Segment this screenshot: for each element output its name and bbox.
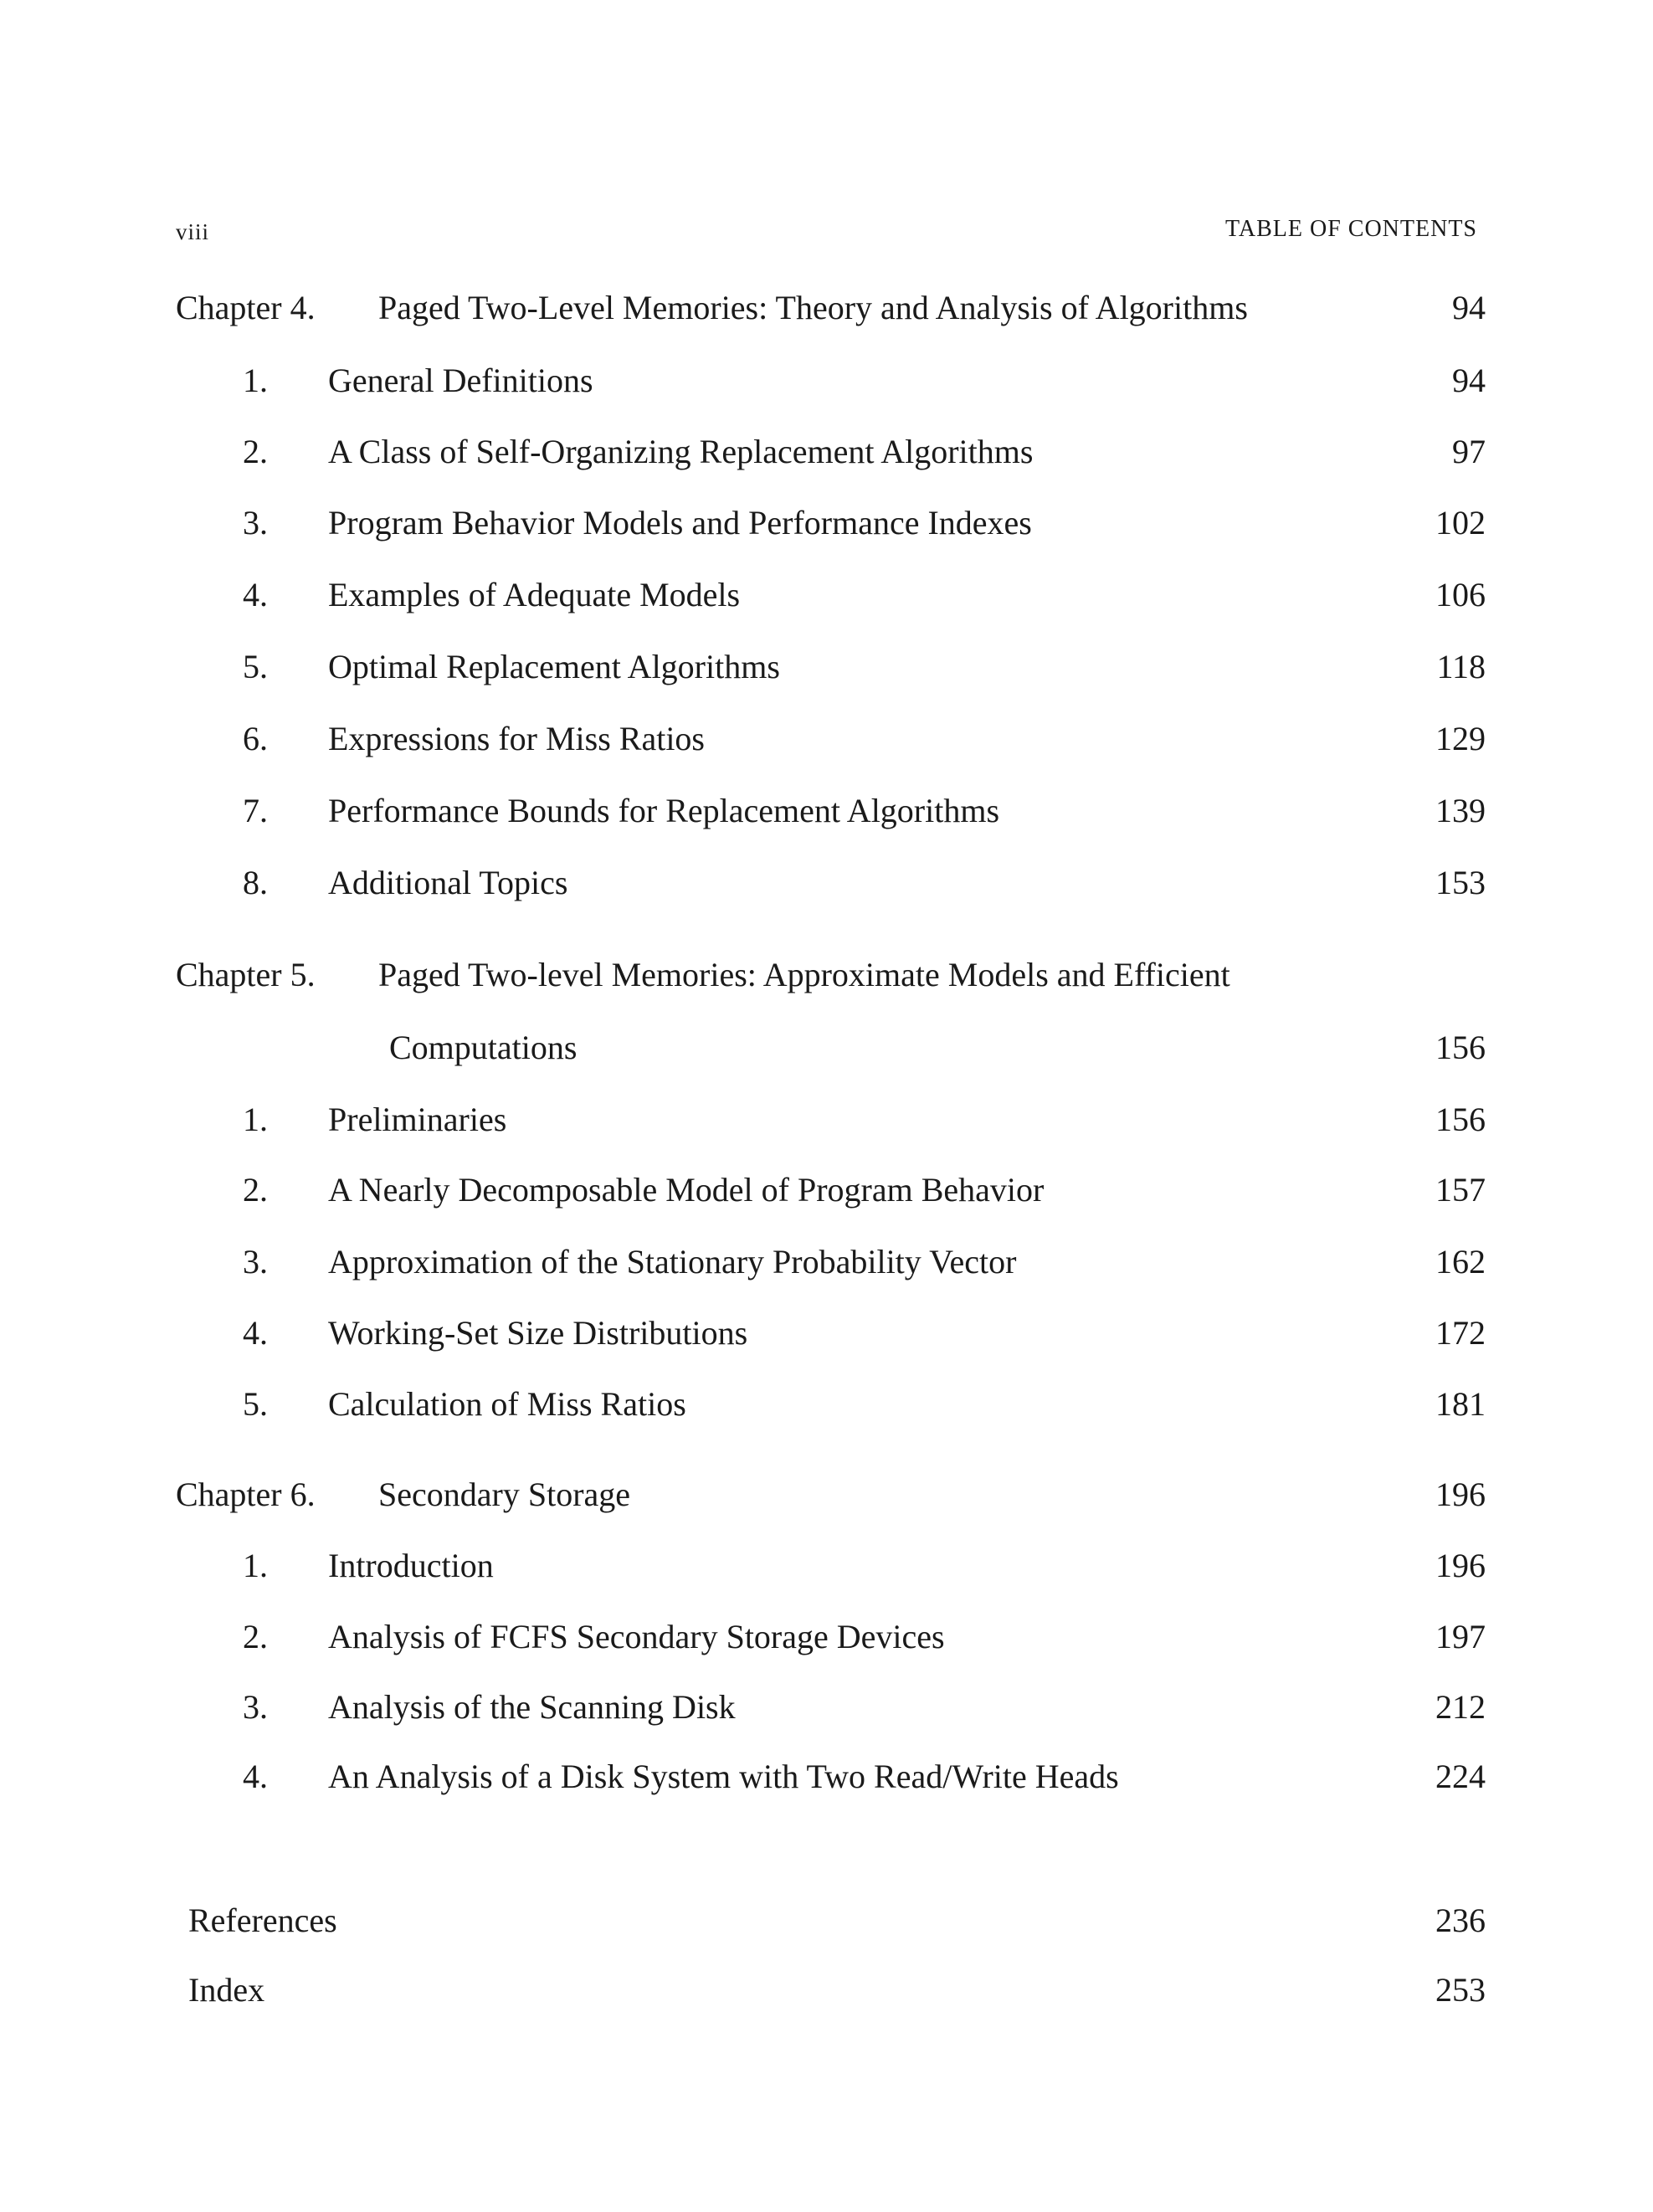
section-title: Working-Set Size Distributions <box>328 1314 748 1352</box>
back-matter-title: Index <box>188 1971 265 2009</box>
section-number: 2. <box>243 1618 268 1655</box>
toc-entry[interactable] <box>0 1752 1653 1802</box>
section-title: Program Behavior Models and Performance Indexes <box>328 504 1032 541</box>
section-number: 5. <box>243 648 268 685</box>
section-title: General Definitions <box>328 362 593 399</box>
chapter-page: 156 <box>1435 1029 1486 1066</box>
running-title: TABLE OF CONTENTS <box>1225 216 1477 242</box>
section-title: An Analysis of a Disk System with Two Read/Write Heads <box>328 1758 1119 1795</box>
toc-entry[interactable] <box>0 714 1653 764</box>
toc-entry[interactable] <box>0 1095 1653 1145</box>
toc-entry[interactable] <box>0 498 1653 548</box>
toc-entry[interactable] <box>0 858 1653 908</box>
section-number: 1. <box>243 362 268 399</box>
section-page: 157 <box>1435 1171 1486 1209</box>
back-matter-page: 253 <box>1435 1971 1486 2009</box>
chapter-5-entry[interactable] <box>0 950 1653 1000</box>
toc-entry[interactable] <box>0 1165 1653 1215</box>
chapter-page: 94 <box>1452 289 1486 326</box>
section-page: 156 <box>1435 1101 1486 1138</box>
section-number: 5. <box>243 1385 268 1423</box>
section-title: A Nearly Decomposable Model of Program Behavior <box>328 1171 1045 1209</box>
toc-entry[interactable] <box>0 570 1653 620</box>
references-entry[interactable] <box>0 1896 1653 1946</box>
section-number: 4. <box>243 1314 268 1352</box>
section-page: 94 <box>1452 362 1486 399</box>
back-matter-page: 236 <box>1435 1901 1486 1939</box>
section-title: Optimal Replacement Algorithms <box>328 648 780 685</box>
section-title: Calculation of Miss Ratios <box>328 1385 686 1423</box>
section-number: 2. <box>243 433 268 470</box>
toc-entry[interactable] <box>0 1308 1653 1358</box>
chapter-5-entry-continued[interactable] <box>0 1023 1653 1073</box>
chapter-title: Paged Two-level Memories: Approximate Models and Efficient <box>378 956 1230 993</box>
section-title: Performance Bounds for Replacement Algorithms <box>328 792 1000 829</box>
toc-entry[interactable] <box>0 786 1653 836</box>
chapter-page: 196 <box>1435 1476 1486 1513</box>
section-title: Examples of Adequate Models <box>328 576 741 613</box>
toc-entry[interactable] <box>0 642 1653 692</box>
toc-entry[interactable] <box>0 1237 1653 1287</box>
section-number: 8. <box>243 864 268 901</box>
chapter-label: Chapter 5. <box>176 956 316 993</box>
index-entry[interactable] <box>0 1965 1653 2015</box>
section-number: 6. <box>243 720 268 757</box>
section-number: 3. <box>243 1243 268 1280</box>
section-title: A Class of Self-Organizing Replacement Algorithms <box>328 433 1034 470</box>
toc-entry[interactable] <box>0 1682 1653 1732</box>
chapter-title-continued: Computations <box>389 1029 578 1066</box>
toc-entry[interactable] <box>0 427 1653 477</box>
section-page: 102 <box>1435 504 1486 541</box>
section-number: 3. <box>243 504 268 541</box>
chapter-title: Secondary Storage <box>378 1476 631 1513</box>
toc-entry[interactable] <box>0 1541 1653 1591</box>
section-number: 3. <box>243 1688 268 1726</box>
section-title: Preliminaries <box>328 1101 507 1138</box>
section-page: 197 <box>1435 1618 1486 1655</box>
section-title: Expressions for Miss Ratios <box>328 720 705 757</box>
section-title: Additional Topics <box>328 864 568 901</box>
section-number: 4. <box>243 1758 268 1795</box>
section-page: 118 <box>1436 648 1486 685</box>
section-page: 162 <box>1435 1243 1486 1280</box>
section-page: 181 <box>1435 1385 1486 1423</box>
section-page: 224 <box>1435 1758 1486 1795</box>
section-title: Introduction <box>328 1547 494 1584</box>
chapter-6-entry[interactable] <box>0 1470 1653 1520</box>
section-title: Analysis of the Scanning Disk <box>328 1688 736 1726</box>
chapter-label: Chapter 6. <box>176 1476 316 1513</box>
section-page: 139 <box>1435 792 1486 829</box>
section-title: Analysis of FCFS Secondary Storage Devices <box>328 1618 945 1655</box>
toc-entry[interactable] <box>0 1379 1653 1429</box>
page-number: viii <box>176 219 210 244</box>
toc-entry[interactable] <box>0 356 1653 406</box>
chapter-title: Paged Two-Level Memories: Theory and Analysis of Algorithms <box>378 289 1248 326</box>
section-page: 106 <box>1435 576 1486 613</box>
section-number: 2. <box>243 1171 268 1209</box>
section-page: 153 <box>1435 864 1486 901</box>
section-number: 4. <box>243 576 268 613</box>
section-number: 7. <box>243 792 268 829</box>
section-page: 212 <box>1435 1688 1486 1726</box>
toc-entry[interactable] <box>0 1612 1653 1662</box>
section-title: Approximation of the Stationary Probability Vector <box>328 1243 1017 1280</box>
section-page: 172 <box>1435 1314 1486 1352</box>
section-page: 196 <box>1435 1547 1486 1584</box>
section-page: 129 <box>1435 720 1486 757</box>
section-number: 1. <box>243 1547 268 1584</box>
section-number: 1. <box>243 1101 268 1138</box>
back-matter-title: References <box>188 1901 337 1939</box>
chapter-label: Chapter 4. <box>176 289 316 326</box>
chapter-4-entry[interactable] <box>0 283 1653 333</box>
section-page: 97 <box>1452 433 1486 470</box>
